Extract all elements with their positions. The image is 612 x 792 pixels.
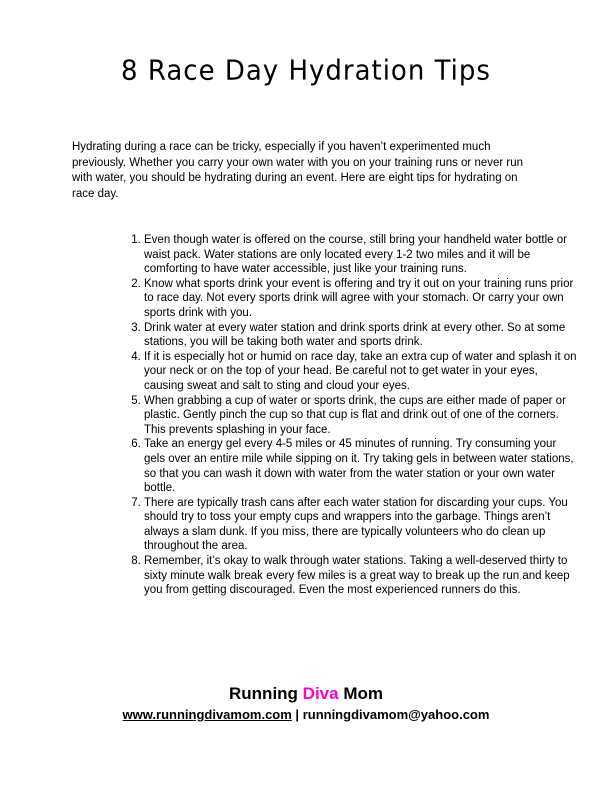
tips-list bbox=[108, 233, 580, 598]
list-item: 4. If it is especially hot or humid on race day, take an extra cup of water and splash it on your neck or on the top of your head. Be careful not to get water in your eyes, causing sweat and salt to sting and cloud your eyes. bbox=[144, 350, 580, 394]
list-item: 5. When grabbing a cup of water or sports drink, the cups are either made of paper or plastic. Gently pinch the cup so that cup is flat and drink out of one of the corners. This prevents splashing in your face. bbox=[144, 394, 580, 438]
list-item: 2. Know what sports drink your event is offering and try it out on your training runs prior to race day. Not every sports drink will agree with your stomach. Or carry your own sports drink with you. bbox=[144, 277, 580, 321]
contact-separator: | bbox=[291, 707, 303, 722]
email-text: runningdivamom@yahoo.com bbox=[302, 707, 490, 722]
list-item: 8. Remember, it’s okay to walk through water stations. Taking a well-deserved thirty to sixty minute walk break every few miles is a great way to break up the run and keep you from getting discouraged. Even the most experienced runners do this. bbox=[144, 554, 580, 598]
intro-paragraph: Hydrating during a race can be tricky, especially if you haven’t experimented much previously. Whether you carry your own water with you on your training runs or never run with water, you should be hydrating during an event. Here are eight tips for hydrating on race day. bbox=[72, 141, 524, 200]
page-title: 8 Race Day Hydration Tips bbox=[121, 55, 491, 87]
brand-part-1: Running bbox=[229, 684, 303, 703]
footer bbox=[0, 683, 612, 724]
website-link[interactable]: www.runningdivamom.com bbox=[122, 707, 292, 722]
list-item: 3. Drink water at every water station and drink sports drink at every other. So at some stations, you will be taking both water and sports drink. bbox=[144, 321, 580, 350]
list-item: 6. Take an energy gel every 4-5 miles or 45 minutes of running. Try consuming your gels over an entire mile while sipping on it. Try taking gels in between water stations, so that you can wash it down with water from the water station or your own water bottle. bbox=[144, 437, 580, 495]
brand-accent: Diva bbox=[302, 684, 339, 703]
list-item: 7. There are typically trash cans after each water station for discarding your cups. You should try to toss your empty cups and wrappers into the garbage. Things aren’t always a slam dunk. If you miss, there are typically volunteers who do clean up throughout the area. bbox=[144, 496, 580, 554]
contact-line bbox=[0, 706, 612, 724]
brand-part-2: Mom bbox=[338, 684, 383, 703]
brand-name bbox=[0, 683, 612, 705]
list-item: 1. Even though water is offered on the course, still bring your handheld water bottle or waist pack. Water stations are only located every 1-2 two miles and it will be comforting to have water accessible, just like your training runs. bbox=[144, 233, 580, 277]
